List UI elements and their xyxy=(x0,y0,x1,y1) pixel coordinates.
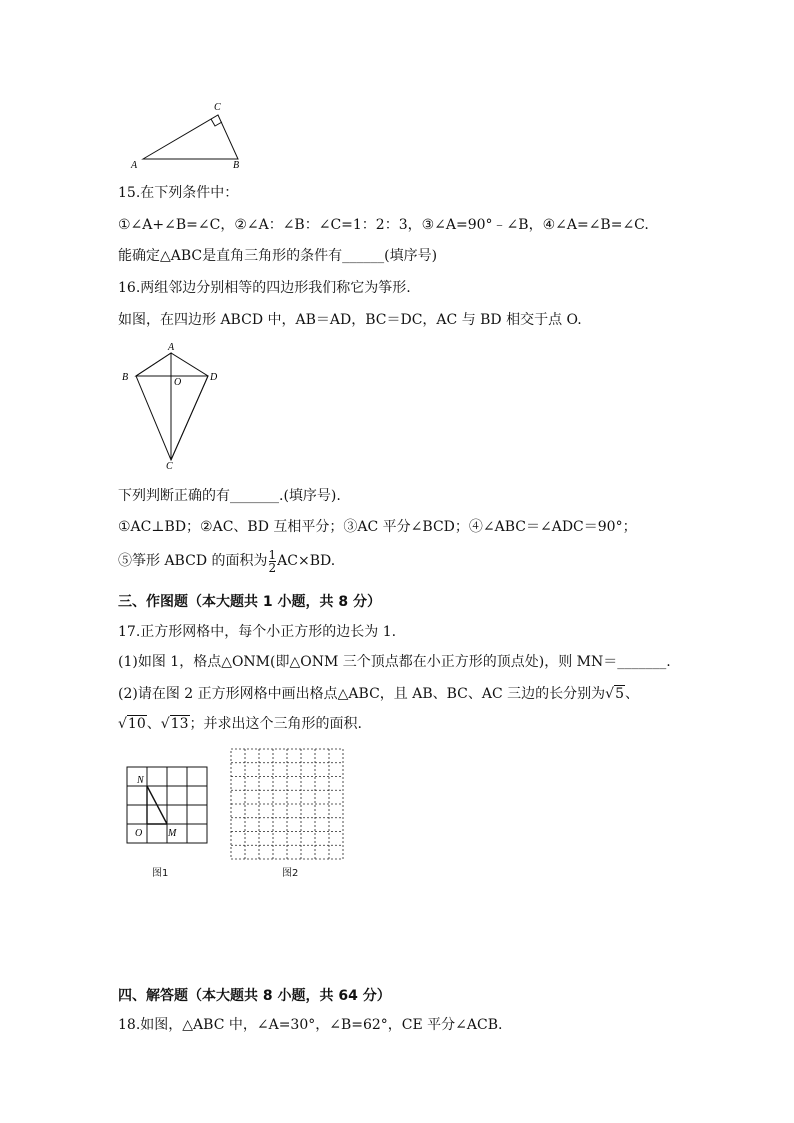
kite-label-b: B xyxy=(122,372,129,383)
sqrt-5-radicand: 5 xyxy=(615,686,624,702)
sqrt-10: √10 xyxy=(118,716,146,732)
figure-1-caption: 图1 xyxy=(152,868,169,879)
q17-part-2-ending: ；并求出这个三角形的面积. xyxy=(189,716,362,732)
q17-part-2-text: (2)请在图 2 正方形网格中画出格点△ABC，且 AB、BC、AC 三边的长分别为 xyxy=(118,686,606,702)
option-5-suffix: AC×BD. xyxy=(277,553,336,569)
grid-figure-1 xyxy=(125,765,210,845)
dashed-grid xyxy=(231,749,343,859)
section-4-title: 四、解答题（本大题共 8 小题，共 64 分） xyxy=(118,988,391,1004)
q17-part-2-cont xyxy=(118,714,362,734)
kite-label-c: C xyxy=(166,461,173,472)
sqrt-5: √5 xyxy=(605,686,624,702)
sqrt-10-radicand: 10 xyxy=(127,716,146,732)
one-half-fraction xyxy=(269,549,277,574)
section-3-title: 三、作图题（本大题共 1 小题，共 8 分） xyxy=(118,594,381,610)
sqrt-13-radicand: 13 xyxy=(170,716,189,732)
q16-setup: 如图，在四边形 ABCD 中，AB＝AD，BC＝DC，AC 与 BD 相交于点 O. xyxy=(118,312,582,328)
q16-options: ①AC⊥BD；②AC、BD 互相平分；③AC 平分∠BCD；④∠ABC＝∠ADC＝90°； xyxy=(118,519,637,535)
q18-stem: 18.如图，△ABC 中，∠A=30°，∠B=62°，CE 平分∠ACB. xyxy=(118,1017,503,1033)
q17-part-1: (1)如图 1，格点△ONM(即△ONM 三个顶点都在小正方形的顶点处)，则 MN＝_______. xyxy=(118,654,671,670)
kite-label-o: O xyxy=(174,377,182,388)
kite-figure xyxy=(118,340,228,472)
q17-part-2 xyxy=(118,684,639,704)
kite-sides xyxy=(136,353,208,460)
option-5-prefix: ⑤筝形 ABCD 的面积为 xyxy=(118,553,268,569)
vertex-label-c: C xyxy=(214,102,221,113)
kite-label-a: A xyxy=(168,342,175,353)
vertex-label-a: A xyxy=(131,160,138,171)
grid-label-n: N xyxy=(137,775,144,786)
q16-stem: 16.两组邻边分别相等的四边形我们称它为筝形. xyxy=(118,280,411,296)
fraction-denominator: 2 xyxy=(268,560,277,575)
kite-label-d: D xyxy=(210,372,218,383)
grid-figure-2 xyxy=(228,746,346,862)
q17-stem: 17.正方形网格中，每个小正方形的边长为 1. xyxy=(118,624,397,640)
q16-question: 下列判断正确的有_______.(填序号). xyxy=(118,488,341,504)
separator-2: 、 xyxy=(146,716,161,732)
triangle-abc-shape xyxy=(143,115,238,159)
vertex-label-b: B xyxy=(233,160,240,171)
right-triangle-figure xyxy=(125,98,255,172)
q15-question: 能确定△ABC是直角三角形的条件有______(填序号) xyxy=(118,248,438,264)
fraction-numerator: 1 xyxy=(268,547,277,562)
grid-label-m: M xyxy=(168,828,177,839)
grid-label-o: O xyxy=(135,828,143,839)
separator-1: 、 xyxy=(625,686,639,702)
q16-option-5 xyxy=(118,546,335,576)
q15-conditions: ①∠A+∠B=∠C，②∠A：∠B：∠C=1：2：3，③∠A=90°﹣∠B，④∠A=∠B=∠C. xyxy=(118,217,649,233)
figure-2-caption: 图2 xyxy=(282,868,299,879)
sqrt-13: √13 xyxy=(160,716,189,732)
q15-stem: 15.在下列条件中： xyxy=(118,185,239,201)
